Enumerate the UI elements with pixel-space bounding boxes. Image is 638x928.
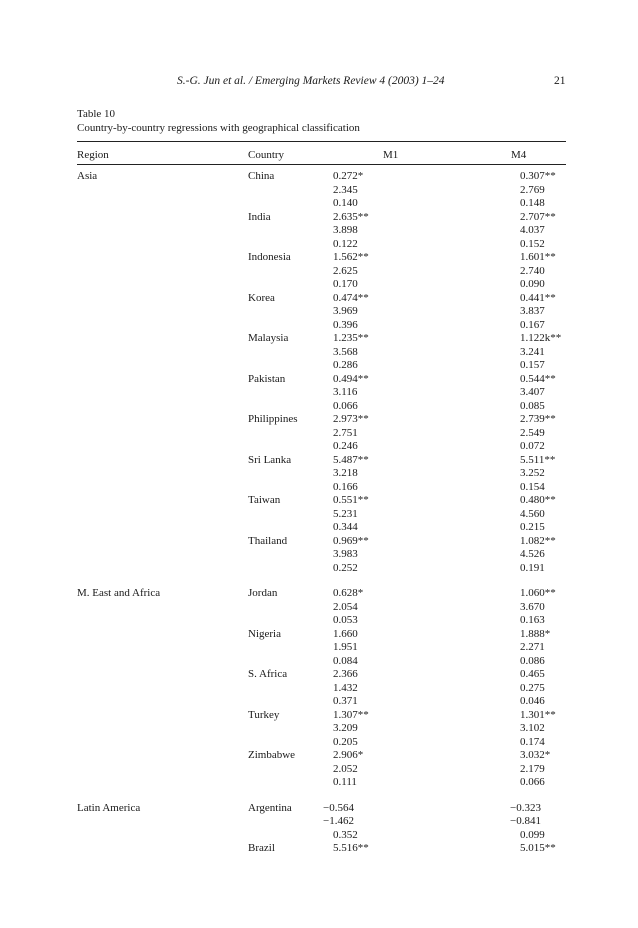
m1-value: 3.969 (333, 305, 358, 317)
m1-value: 0.170 (333, 278, 358, 290)
m1-value: 3.116 (333, 386, 358, 398)
table-row (77, 842, 566, 856)
m1-value: 0.551** (333, 494, 369, 506)
m4-value: 3.252 (520, 467, 545, 479)
m4-value: 0.046 (520, 695, 545, 707)
country-name: Philippines (248, 413, 298, 425)
table-row (77, 749, 566, 790)
m4-value: 0.154 (520, 480, 545, 493)
table-label: Table 10 (77, 108, 116, 120)
m4-value: 0.174 (520, 735, 545, 748)
m1-value: 3.983 (333, 548, 358, 560)
m4-value: −0.841 (510, 815, 541, 827)
m1-value: 0.122 (333, 237, 358, 250)
country-name: Nigeria (248, 627, 281, 640)
country-name: Turkey (248, 708, 280, 721)
country-name: Argentina (248, 801, 292, 814)
m4-value: 1.122k** (520, 332, 562, 344)
region-group (77, 802, 566, 856)
m1-value: 0.352 (333, 828, 358, 841)
m1-value: 0.246 (333, 440, 358, 452)
m1-value: 5.231 (333, 507, 358, 520)
country-name: India (248, 210, 271, 223)
m1-value: 0.969** (333, 534, 369, 547)
table-row (77, 454, 566, 495)
m4-value: 0.099 (520, 828, 545, 841)
m4-value: 0.090 (520, 278, 545, 290)
table-row (77, 170, 566, 211)
country-name: Sri Lanka (248, 453, 292, 466)
m1-value: 2.906* (333, 749, 364, 761)
m1-value: 5.516** (333, 842, 369, 854)
m1-value: 1.562** (333, 251, 369, 263)
country-name: China (248, 170, 275, 182)
m1-value: 2.345 (333, 183, 358, 196)
m4-value: 2.707** (520, 210, 556, 223)
m4-value: 2.739** (520, 413, 556, 425)
table-row (77, 413, 566, 454)
m4-value: 1.060** (520, 587, 556, 599)
m1-value: 0.628* (333, 587, 364, 599)
m1-value: 3.898 (333, 224, 358, 236)
country-name: Zimbabwe (248, 749, 296, 761)
m4-value: 3.032* (520, 749, 551, 761)
m1-value: 3.568 (333, 345, 358, 358)
m4-value: 0.544** (520, 372, 556, 385)
m1-value: 2.751 (333, 426, 358, 439)
m4-value: 3.670 (520, 600, 545, 613)
m4-value: 4.560 (520, 507, 545, 520)
m1-value: 0.286 (333, 359, 358, 371)
country-name: Indonesia (248, 251, 291, 263)
table-row (77, 494, 566, 535)
region-group (77, 170, 566, 575)
table-top-rule (77, 141, 566, 142)
table-row (77, 668, 566, 709)
m1-value: 1.660 (333, 627, 358, 640)
table-row (77, 251, 566, 292)
table-header-rule (77, 164, 566, 165)
m4-value: 0.072 (520, 440, 545, 452)
m4-value: 2.740 (520, 264, 545, 277)
country-name: Pakistan (248, 372, 286, 385)
m4-value: 0.307** (520, 170, 556, 182)
m4-value: 3.407 (520, 386, 545, 398)
m1-value: 0.272* (333, 170, 364, 182)
m4-value: 0.465 (520, 668, 545, 680)
m1-value: 0.066 (333, 399, 358, 412)
m1-value: 2.625 (333, 264, 358, 277)
country-name: Taiwan (248, 494, 281, 506)
table-row (77, 587, 566, 628)
table-row (77, 628, 566, 669)
m4-value: 2.179 (520, 762, 545, 775)
country-name: Jordan (248, 587, 278, 599)
region-label: Latin America (77, 801, 141, 814)
region-label: Asia (77, 170, 98, 182)
m4-value: 0.441** (520, 291, 556, 304)
m1-value: 0.344 (333, 521, 358, 533)
m1-value: −0.564 (323, 801, 354, 814)
m4-value: 0.085 (520, 399, 545, 412)
m4-value: 0.157 (520, 359, 545, 371)
m4-value: 3.837 (520, 305, 545, 317)
table-row (77, 211, 566, 252)
m4-value: 5.511** (520, 453, 556, 466)
m4-value: 2.549 (520, 426, 545, 439)
m1-value: 3.209 (333, 722, 358, 734)
m1-value: 2.052 (333, 762, 358, 775)
column-header-m1: M1 (383, 149, 399, 161)
m4-value: 0.167 (520, 318, 545, 331)
m4-value: 4.037 (520, 224, 545, 236)
m1-value: 2.973** (333, 413, 369, 425)
country-name: Korea (248, 291, 275, 304)
m4-value: 4.526 (520, 548, 545, 560)
m1-value: 0.396 (333, 318, 358, 331)
table-body (77, 170, 566, 868)
m1-value: 1.307** (333, 708, 369, 721)
country-name: Thailand (248, 534, 288, 547)
m4-value: 0.152 (520, 237, 545, 250)
m4-value: 0.086 (520, 654, 545, 667)
m4-value: 2.769 (520, 183, 545, 196)
m1-value: 0.474** (333, 291, 369, 304)
table-caption: Country-by-country regressions with geographical classification (77, 122, 360, 134)
table-row (77, 535, 566, 576)
m1-value: 0.205 (333, 735, 358, 748)
country-name: S. Africa (248, 668, 288, 680)
page-number: 21 (554, 75, 566, 87)
m4-value: 5.015** (520, 842, 556, 854)
m1-value: 0.084 (333, 654, 358, 667)
m1-value: 2.366 (333, 668, 358, 680)
m4-value: 0.275 (520, 681, 545, 694)
m4-value: 0.215 (520, 521, 545, 533)
m4-value: 3.241 (520, 345, 545, 358)
column-header-region: Region (77, 149, 109, 161)
m4-value: 2.271 (520, 641, 545, 653)
region-label: M. East and Africa (77, 587, 161, 599)
m4-value: 1.301** (520, 708, 556, 721)
m1-value: 0.166 (333, 480, 358, 493)
m1-value: 3.218 (333, 467, 358, 479)
table-row (77, 373, 566, 414)
m4-value: 1.888* (520, 627, 551, 640)
m1-value: 5.487** (333, 453, 369, 466)
table-row (77, 709, 566, 750)
m1-value: 0.140 (333, 197, 358, 209)
table-row (77, 332, 566, 373)
m4-value: 1.601** (520, 251, 556, 263)
m4-value: 0.148 (520, 197, 545, 209)
m1-value: −1.462 (323, 815, 354, 827)
m4-value: 3.102 (520, 722, 545, 734)
m1-value: 0.494** (333, 372, 369, 385)
country-name: Malaysia (248, 332, 289, 344)
m1-value: 2.054 (333, 600, 358, 613)
column-header-country: Country (248, 149, 285, 161)
m4-value: −0.323 (510, 801, 541, 814)
m4-value: 0.191 (520, 561, 545, 574)
m1-value: 2.635** (333, 210, 369, 223)
country-name: Brazil (248, 842, 275, 854)
running-head (0, 75, 638, 89)
m1-value: 0.111 (333, 776, 357, 788)
m4-value: 0.480** (520, 494, 556, 506)
m1-value: 1.235** (333, 332, 369, 344)
journal-citation: S.-G. Jun et al. / Emerging Markets Review 4 (2003) 1–24 (177, 75, 445, 87)
m4-value: 0.066 (520, 776, 545, 788)
m1-value: 1.951 (333, 641, 358, 653)
m4-value: 1.082** (520, 534, 556, 547)
m1-value: 1.432 (333, 681, 358, 694)
m1-value: 0.053 (333, 614, 358, 626)
table-row (77, 802, 566, 843)
m1-value: 0.371 (333, 695, 358, 707)
region-group (77, 587, 566, 790)
m4-value: 0.163 (520, 614, 545, 626)
table-row (77, 292, 566, 333)
m1-value: 0.252 (333, 561, 358, 574)
column-header-m4: M4 (511, 149, 527, 161)
